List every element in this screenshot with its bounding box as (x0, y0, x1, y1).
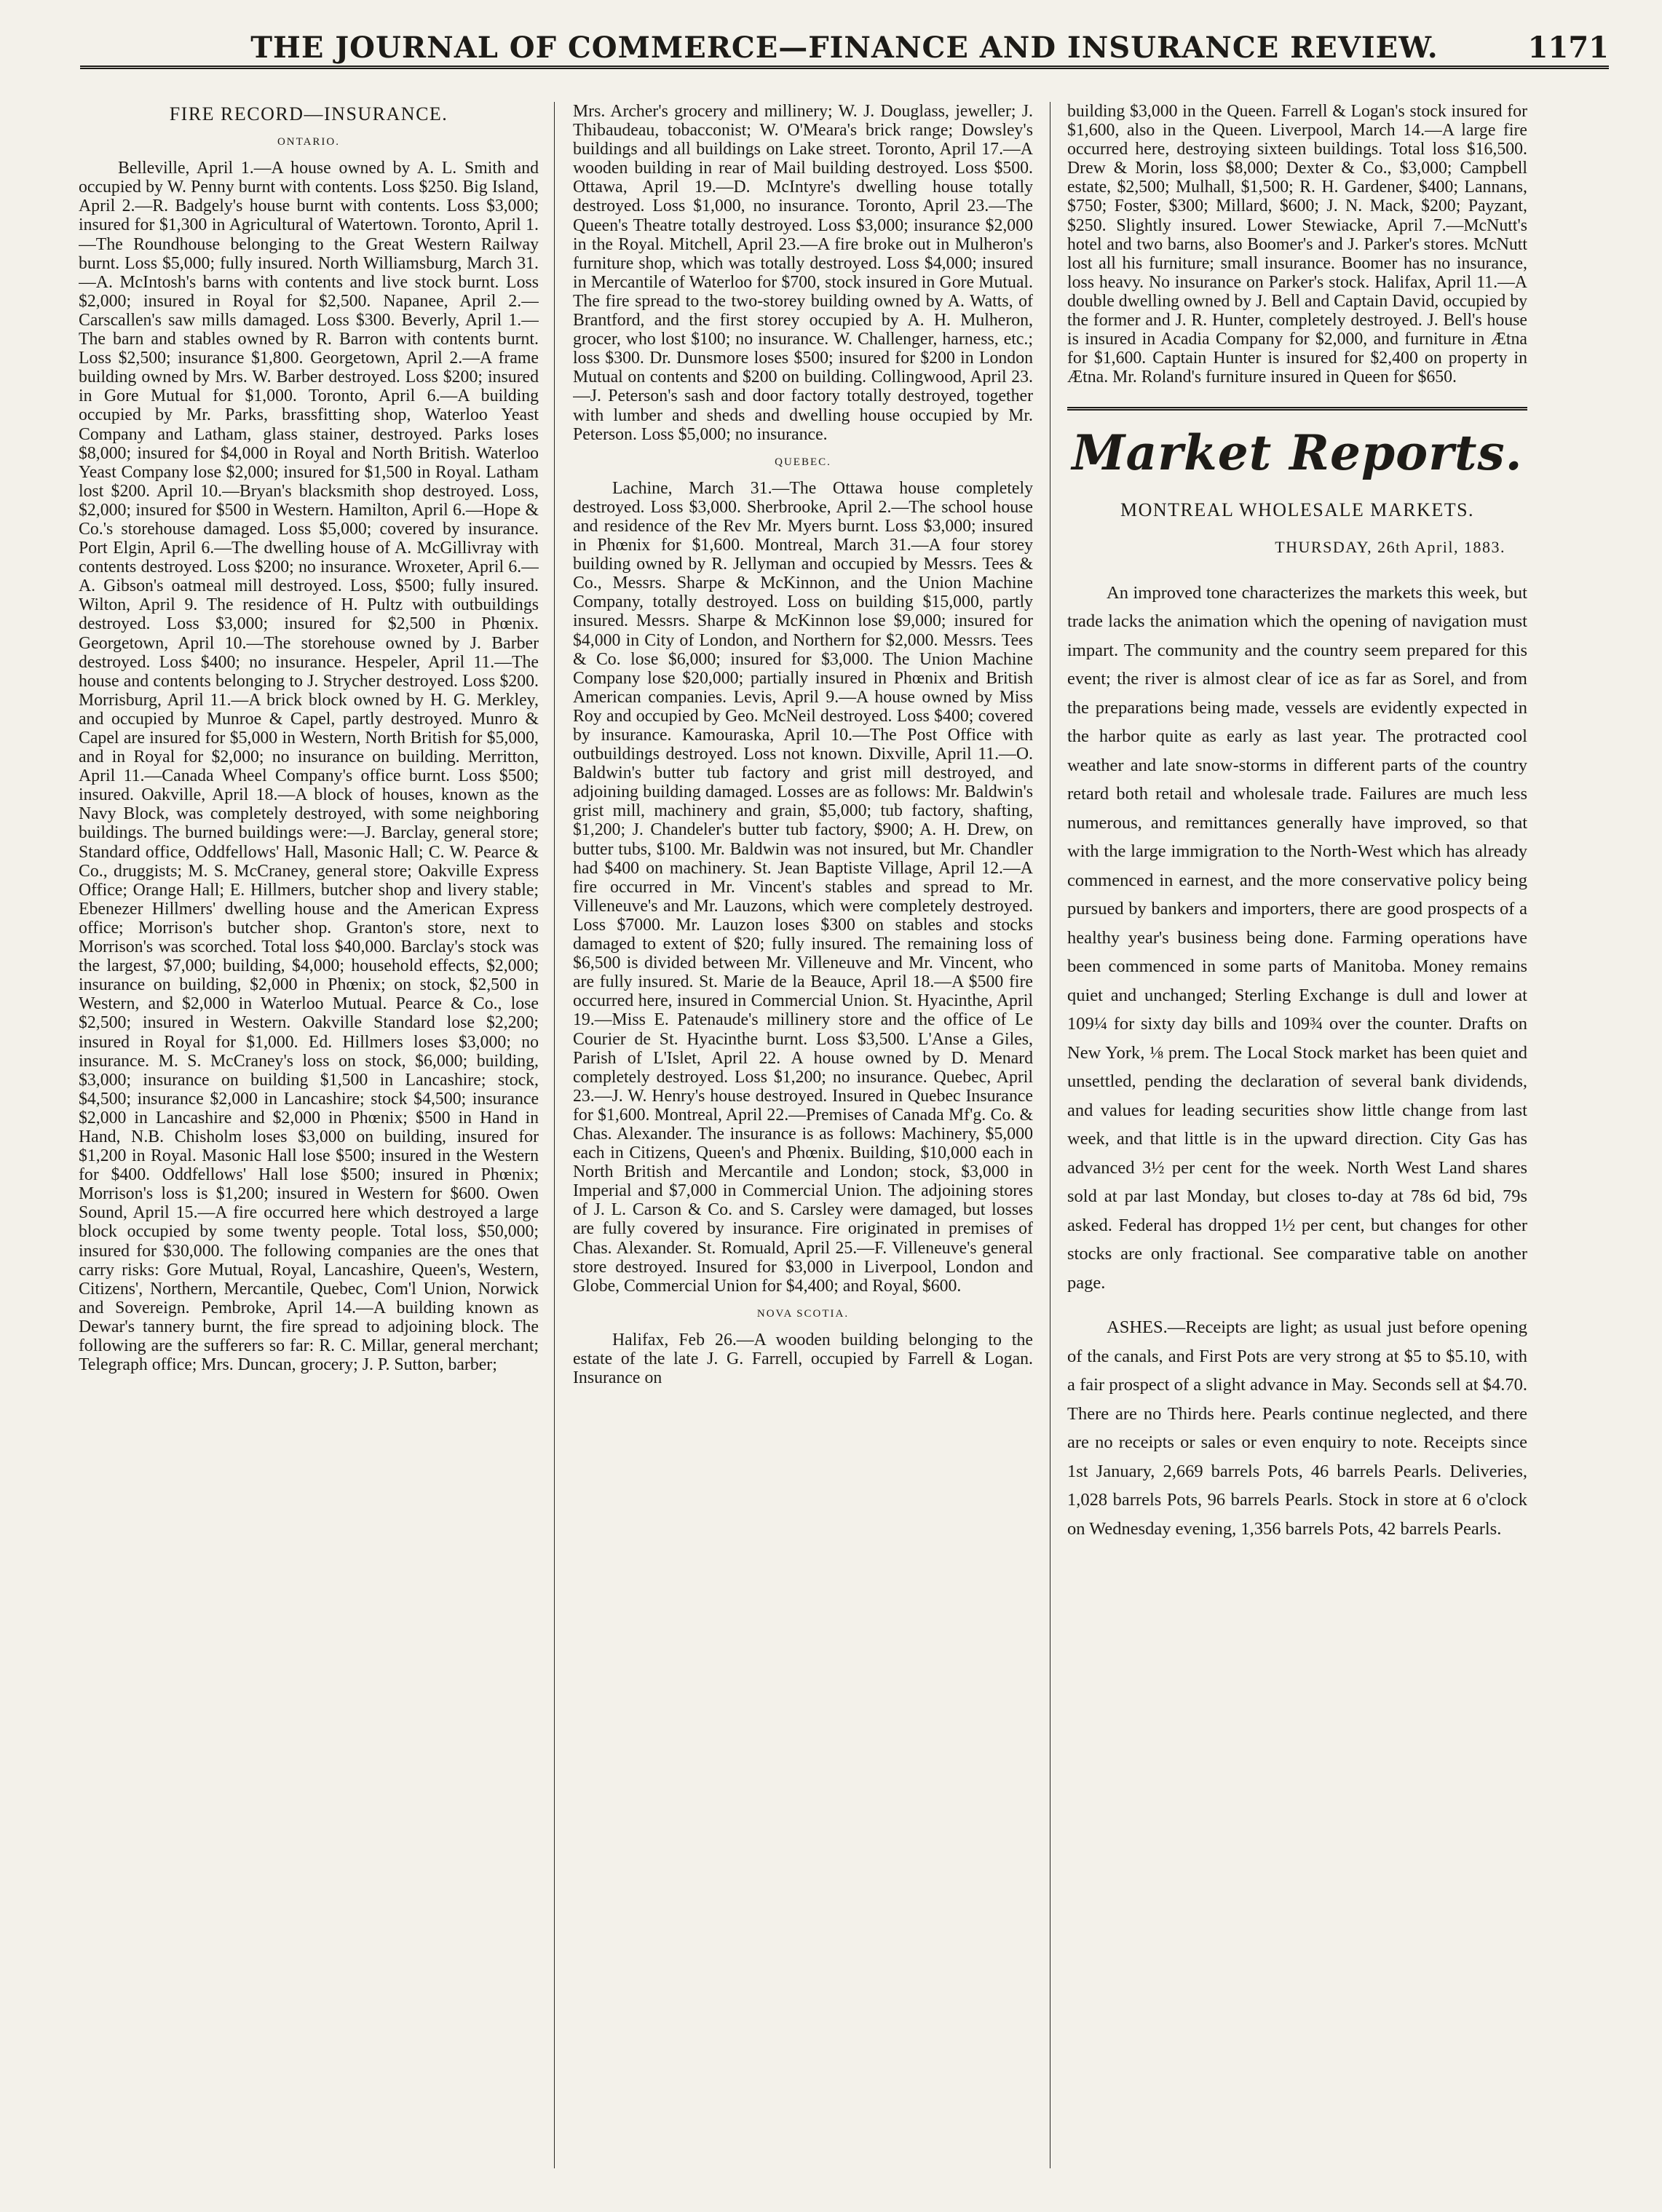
ashes-paragraph: ASHES.—Receipts are light; as usual just before opening of the canals, and First Pots are very strong at $5 to $5.10, with a fair prospect of a slight advance in May. Seconds sell at $4.70. There are no Thirds here. Pearls continue neglected, and there are no receipts or sales or even enquiry to note. Receipts since 1st January, 2,669 barrels Pots, 46 barrels Pearls. Deliveries, 1,028 barrels Pots, 96 barrels Pearls. Stock in store at 6 o'clock on Wednesday evening, 1,356 barrels Pots, 42 barrels Pearls. (1067, 1317, 1527, 1539)
column-2 (573, 102, 1033, 2168)
ontario-subheading: ONTARIO. (277, 136, 341, 148)
running-head (80, 29, 1609, 69)
nova-scotia-fires-continued: building $3,000 in the Queen. Farrell & Logan's stock insured for $1,600, also in the Queen. Liverpool, March 14.—A large fire occurred here, destroying sixteen buildings. Total loss $16,500. Drew & Morin, loss $8,000; Dexter & Co., $3,000; Campbell estate, $2,500; Mulhall, $1,500; R. H. Gardener, $400; Lannans, $750; Foster, $300; Millard, $600; J. N. Mack, $200; Payzant, $250. Slightly insured. Lower Stewiacke, April 7.—McNutt's hotel and two barns, also Boomer's and J. Parker's stores. McNutt lost all his furniture; small insurance. Boomer has no insurance, loss heavy. No insurance on Parker's stock. Halifax, April 11.—A double dwelling owned by J. Bell and Captain David, occupied by the former and J. R. Hunter, completely destroyed. J. Bell's house is insured in Acadia Company for $2,000, and furniture in Ætna for $1,600. Captain Hunter is insured for $2,400 on property in Ætna. Mr. Roland's furniture insured in Queen for $650. (1067, 102, 1527, 387)
report-dateline: THURSDAY, 26th April, 1883. (1275, 537, 1505, 556)
quebec-fires-text: Lachine, March 31.—The Ottawa house completely destroyed. Loss $3,000. Sherbrooke, April 2.—The school house and residence of the Rev Mr. Myers burnt. Loss $3,000; insured in Phœnix for $1,600. Montreal, March 31.—A four storey building owned by R. Jellyman and occupied by Messrs. Tees & Co., Messrs. Sharpe & McKinnon, and the Union Machine Company, totally destroyed. Loss on building $15,000, partly insured. Messrs. Sharpe & McKinnon lose $9,000; insured for $4,000 in City of London, and Northern for $2,000. Messrs. Tees & Co. lose $6,000; insured for $3,000. The Union Machine Company lose $20,000; partially insured in Phœnix and British American companies. Levis, April 9.—A house owned by Miss Roy and occupied by Geo. McNeil destroyed. Loss $400; covered by insurance. Kamouraska, April 10.—The Post Office with outbuildings destroyed. Loss not known. Dixville, April 11.—O. Baldwin's butter tub factory and grist mill destroyed, and adjoining building damaged. Losses are as follows: Mr. Baldwin's grist mill, machinery and grain, $5,000; tub factory, shafting, $1,200; J. Chandeler's butter tub factory, $900; A. H. Drew, on butter tubs, $100. Mr. Baldwin was not insured, but Mr. Chandler had $400 on machinery. St. Jean Baptiste Village, April 12.—A fire occurred in Mr. Vincent's stables and spread to Mr. Villeneuve's and Mr. Lauzons, which were completely destroyed. Loss $7000. Mr. Lauzon loses $300 on stables and stocks damaged to extent of $20; fully insured. The remaining loss of $6,500 is divided between Mr. Villeneuve and Mr. Vincent, who are fully insured. St. Marie de la Beauce, April 18.—A $500 fire occurred here, insured in Commercial Union. St. Hyacinthe, April 19.—Miss E. Patenaude's millinery store and the office of Le Courier de St. Hyacinthe burnt. Loss $3,500. L'Anse a Giles, Parish of L'Islet, April 22. A house owned by D. Menard completely destroyed. Loss $1,200; no insurance. Quebec, April 23.—J. W. Henry's house destroyed. Insured in Quebec Insurance for $1,600. Montreal, April 22.—Premises of Canada Mf'g. Co. & Chas. Alexander. The insurance is as follows: Machinery, $5,000 each in Citizens, Queen's and Phœnix. Building, $10,000 each in North British and Mercantile and London; stock, $3,000 in Imperial and $7,000 in Commercial Union. The adjoining stores of J. L. Carson & Co. and S. Carsley were damaged, but losses are fully covered by insurance. Fire originated in premises of Chas. Alexander. St. Romuald, April 25.—F. Villeneuve's general store destroyed. Insured for $3,000 in Liverpool, London and Globe, Commercial Union for $4,400; and Royal, $600. (573, 478, 1033, 1296)
ontario-fires-text: Belleville, April 1.—A house owned by A. L. Smith and occupied by W. Penny burnt with contents. Loss $250. Big Island, April 2.—R. Badgely's house burnt with contents. Loss $3,000; insured for $1,300 in Agricultural of Watertown. Toronto, April 1.—The Roundhouse belonging to the Great Western Railway burnt. Loss $5,000; fully insured. North Williamsburg, March 31.—A. McIntosh's barns with contents and live stock burnt. Loss $2,000; insured in Royal for $2,500. Napanee, April 2.—Carscallen's saw mills damaged. Loss $300. Beverly, April 1.—The barn and stables owned by R. Barron with contents burnt. Loss $2,500; insurance $1,800. Georgetown, April 2.—A frame building owned by Mrs. W. Barber destroyed. Loss $200; insured in Gore Mutual for $1,000. Toronto, April 6.—A building occupied by Mr. Parks, brassfitting shop, Waterloo Yeast Company and Latham, glass stainer, destroyed. Parks loses $8,000; insured for $4,000 in Royal and North British. Waterloo Yeast Company lose $2,000; insured for $1,500 in Royal. Latham lost $200. April 10.—Bryan's blacksmith shop destroyed. Loss, $2,000; insured for $500 in Western. Hamilton, April 6.—Hope & Co.'s storehouse damaged. Loss $5,000; covered by insurance. Port Elgin, April 6.—The dwelling house of A. McGillivray with contents destroyed. Loss $200; no insurance. Wroxeter, April 6.—A. Gibson's oatmeal mill destroyed. Loss, $500; fully insured. Wilton, April 9. The residence of H. Pultz with outbuildings destroyed. Loss $3,000; insured for $2,500 in Phœnix. Georgetown, April 10.—The storehouse owned by J. Barber destroyed. Loss $400; no insurance. Hespeler, April 11.—The house and contents belonging to J. Strycher destroyed. Loss $200. Morrisburg, April 11.—A brick block owned by H. G. Merkley, and occupied by Munroe & Capel, partly destroyed. Munro & Capel are insured for $5,000 in Western, North British for $5,000, and in Royal for $2,000; no insurance on building. Merritton, April 11.—Canada Wheel Company's office burnt. Loss $500; insured. Oakville, April 18.—A block of houses, known as the Navy Block, was completely destroyed, with some neighboring buildings. The burned buildings were:—J. Barclay, general store; Standard office, Oddfellows' Hall, Masonic Hall; C. W. Pearce & Co., druggists; M. S. McCraney, general store; Oakville Express Office; Orange Hall; E. Hillmers, butcher shop and livery stable; Ebenezer Hillmers' dwelling house and the American Express office; Morrison's butcher shop. Granton's store, next to Morrison's was scorched. Total loss $40,000. Barclay's stock was the largest, $7,000; building, $4,000; household effects, $2,000; insurance on building, $2,000 in Phœnix; on stock, $2,500 in Western, and $2,000 in Waterloo Mutual. Pearce & Co., lose $2,500; insured in Western. Oakville Standard lose $2,200; insured in Royal for $1,000. Ed. Hillmers loses $3,000; no insurance. M. S. McCraney's loss on stock, $6,000; building, $3,000; insurance on building $1,500 in Lancashire; stock, $4,500; insurance $2,000 in Lancashire; stock $4,500; insurance $2,000 in Lancashire and $2,000 in Phœnix; $500 in Hand in Hand, N.B. Chisholm loses $3,000 on building, insured for $1,200 in Royal. Masonic Hall lose $500; insured in the Western for $400. Oddfellows' Hall lose $500; insured in Phœnix; Morrison's loss is $1,200; insured in Western for $600. Owen Sound, April 15.—A fire occurred here which destroyed a large block occupied by some twenty people. Total loss, $50,000; insured for $30,000. The following companies are the ones that carry risks: Gore Mutual, Royal, Lancashire, Queen's, Western, Citizens', Northern, Mercantile, Quebec, Com'l Union, Norwick and Sovereign. Pembroke, April 14.—A building known as Dewar's tannery burnt, the fire spread to adjoining block. The following are the sufferers so far: R. C. Millar, general merchant; Telegraph office; Mrs. Duncan, grocery; J. P. Sutton, barber; (79, 159, 539, 1375)
nova-scotia-subheading: NOVA SCOTIA. (756, 1307, 850, 1320)
section-divider (1067, 407, 1527, 411)
market-reports-heading: Market Reports. (1072, 424, 1523, 482)
column-rule-1 (554, 102, 555, 2168)
fire-record-heading: FIRE RECORD—INSURANCE. (169, 103, 448, 124)
journal-title: THE JOURNAL OF COMMERCE—FINANCE AND INSURANCE REVIEW. (250, 31, 1439, 65)
ontario-fires-continued: Mrs. Archer's grocery and millinery; W. J. Douglass, jeweller; J. Thibaudeau, tobacconist; W. O'Meara's brick range; Dowsley's buildings and all buildings on Lake street. Toronto, April 17.—A wooden building in rear of Mail building destroyed. Loss $500. Ottawa, April 19.—D. McIntyre's dwelling house totally destroyed. Loss $1,000, no insurance. Toronto, April 23.—The Queen's Theatre totally destroyed. Loss $3,000; insurance $2,000 in the Royal. Mitchell, April 23.—A fire broke out in Mulheron's furniture shop, which was totally destroyed. Loss $4,000; insured in Mercantile of Waterloo for $700, stock insured in Gore Mutual. The fire spread to the two-storey building owned by A. Watts, of Brantford, and the first storey occupied by A. H. Mulheron, grocer, who lost $100; no insurance. W. Challenger, harness, etc.; loss $300. Dr. Dunsmore loses $500; insured for $200 in London Mutual on contents and $200 on building. Collingwood, April 23.—J. Peterson's sash and door factory totally destroyed, together with lumber and sheds and dwelling house occupied by Mr. Peterson. Loss $5,000; no insurance. (573, 102, 1033, 444)
page-number: 1171 (1527, 31, 1609, 65)
nova-scotia-fires-text: Halifax, Feb 26.—A wooden building belonging to the estate of the late J. G. Farrell, occupied by Farrell & Logan. Insurance on (573, 1330, 1033, 1388)
column-3 (1067, 102, 1527, 2168)
column-1 (79, 102, 539, 2168)
quebec-subheading: QUEBEC. (775, 456, 831, 468)
montreal-markets-heading: MONTREAL WHOLESALE MARKETS. (1120, 499, 1475, 521)
market-overview-paragraph: An improved tone characterizes the markets this week, but trade lacks the animation which the opening of navigation must impart. The community and the country seem prepared for this event; the river is almost clear of ice as far as Sorel, and from the preparations being made, vessels are evidently expected in the harbor quite as early as last year. The protracted cool weather and late snow-storms in different parts of the country retard both retail and wholesale trade. Failures are much less numerous, and remittances generally have improved, so that with the large immigration to the North-West which has already commenced in earnest, and the more conservative policy being pursued by bankers and importers, there are good prospects of a healthy year's business being done. Farming operations have been commenced in some parts of Manitoba. Money remains quiet and unchanged; Sterling Exchange is dull and lower at 109¼ for sixty day bills and 109¾ over the counter. Drafts on New York, ⅛ prem. The Local Stock market has been quiet and unsettled, pending the declaration of several bank dividends, and values for leading securities show little change from last week, and that little is in the upward direction. City Gas has advanced 3½ per cent for the week. North West Land shares sold at par last Monday, but closes to-day at 78s 6d bid, 79s asked. Federal has dropped 1½ per cent, but changes for other stocks are only fractional. See comparative table on another page. (1067, 582, 1527, 1293)
